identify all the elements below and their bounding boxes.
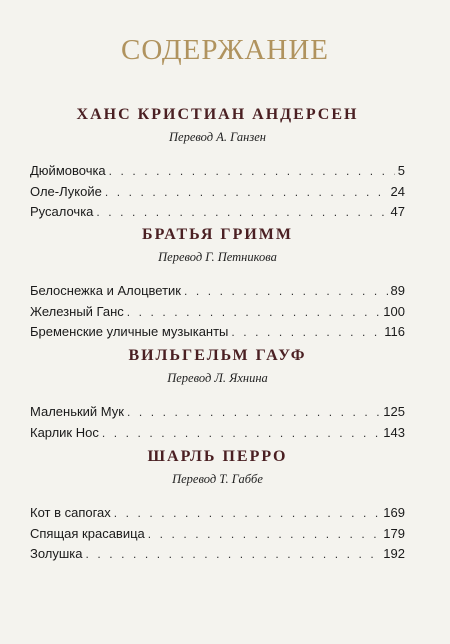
entry-title: Маленький Мук (30, 404, 124, 419)
entry-page-number: 143 (383, 424, 405, 440)
page-title: СОДЕРЖАНИЕ (121, 34, 329, 66)
entry-page-number: 179 (383, 525, 405, 541)
leader-dots (86, 544, 381, 565)
entry-list (30, 503, 405, 565)
author-heading: ХАНС КРИСТИАН АНДЕРСЕН (76, 106, 359, 123)
section-grimm (30, 224, 405, 343)
translator-line: Перевод Г. Петникова (158, 250, 277, 264)
leader-dots (102, 423, 380, 444)
leader-dots (148, 524, 381, 545)
toc-entry[interactable] (30, 302, 405, 323)
entry-title: Спящая красавица (30, 525, 145, 541)
entry-title: Дюймовочка (30, 163, 106, 178)
entry-page-number: 169 (383, 505, 405, 520)
entry-title: Белоснежка и Алоцветик (30, 283, 181, 298)
toc-entry[interactable] (30, 322, 405, 343)
leader-dots (127, 402, 380, 423)
section-hauff (30, 345, 405, 443)
entry-list (30, 402, 405, 443)
entry-title: Русалочка (30, 204, 94, 219)
entry-page-number: 89 (390, 283, 405, 298)
entry-page-number: 100 (383, 303, 405, 319)
section-andersen (30, 104, 405, 223)
leader-dots (184, 281, 388, 302)
toc-entry[interactable] (30, 281, 405, 302)
toc-entry[interactable] (30, 503, 405, 524)
entry-title: Оле-Лукойе (30, 183, 102, 199)
translator-line: Перевод Л. Яхнина (167, 371, 268, 385)
toc-entry[interactable] (30, 202, 405, 223)
entry-title: Кот в сапогах (30, 505, 111, 520)
entry-title: Карлик Нос (30, 424, 99, 440)
section-perrault (30, 446, 405, 565)
entry-page-number: 125 (383, 404, 405, 419)
entry-title: Бременские уличные музыканты (30, 324, 229, 339)
toc-entry[interactable] (30, 161, 405, 182)
toc-entry[interactable] (30, 423, 405, 444)
author-heading: ШАРЛЬ ПЕРРО (147, 448, 288, 465)
entry-page-number: 192 (383, 546, 405, 561)
entry-list (30, 281, 405, 343)
leader-dots (114, 503, 381, 524)
translator-line: Перевод А. Ганзен (169, 130, 266, 144)
toc-entry[interactable] (30, 524, 405, 545)
entry-page-number: 5 (397, 163, 405, 178)
entry-page-number: 24 (390, 183, 405, 199)
entry-list (30, 161, 405, 223)
leader-dots (109, 161, 395, 182)
entry-page-number: 116 (384, 324, 405, 339)
author-heading: БРАТЬЯ ГРИММ (141, 226, 293, 243)
toc-entry[interactable] (30, 402, 405, 423)
leader-dots (96, 202, 387, 223)
leader-dots (231, 322, 381, 343)
author-heading: ВИЛЬГЕЛЬМ ГАУФ (128, 347, 307, 364)
entry-title: Железный Ганс (30, 303, 124, 319)
toc-entry[interactable] (30, 544, 405, 565)
leader-dots (105, 182, 388, 203)
translator-line: Перевод Т. Габбе (172, 472, 263, 486)
toc-entry[interactable] (30, 182, 405, 203)
entry-title: Золушка (30, 546, 83, 561)
leader-dots (127, 302, 381, 323)
entry-page-number: 47 (390, 204, 405, 219)
